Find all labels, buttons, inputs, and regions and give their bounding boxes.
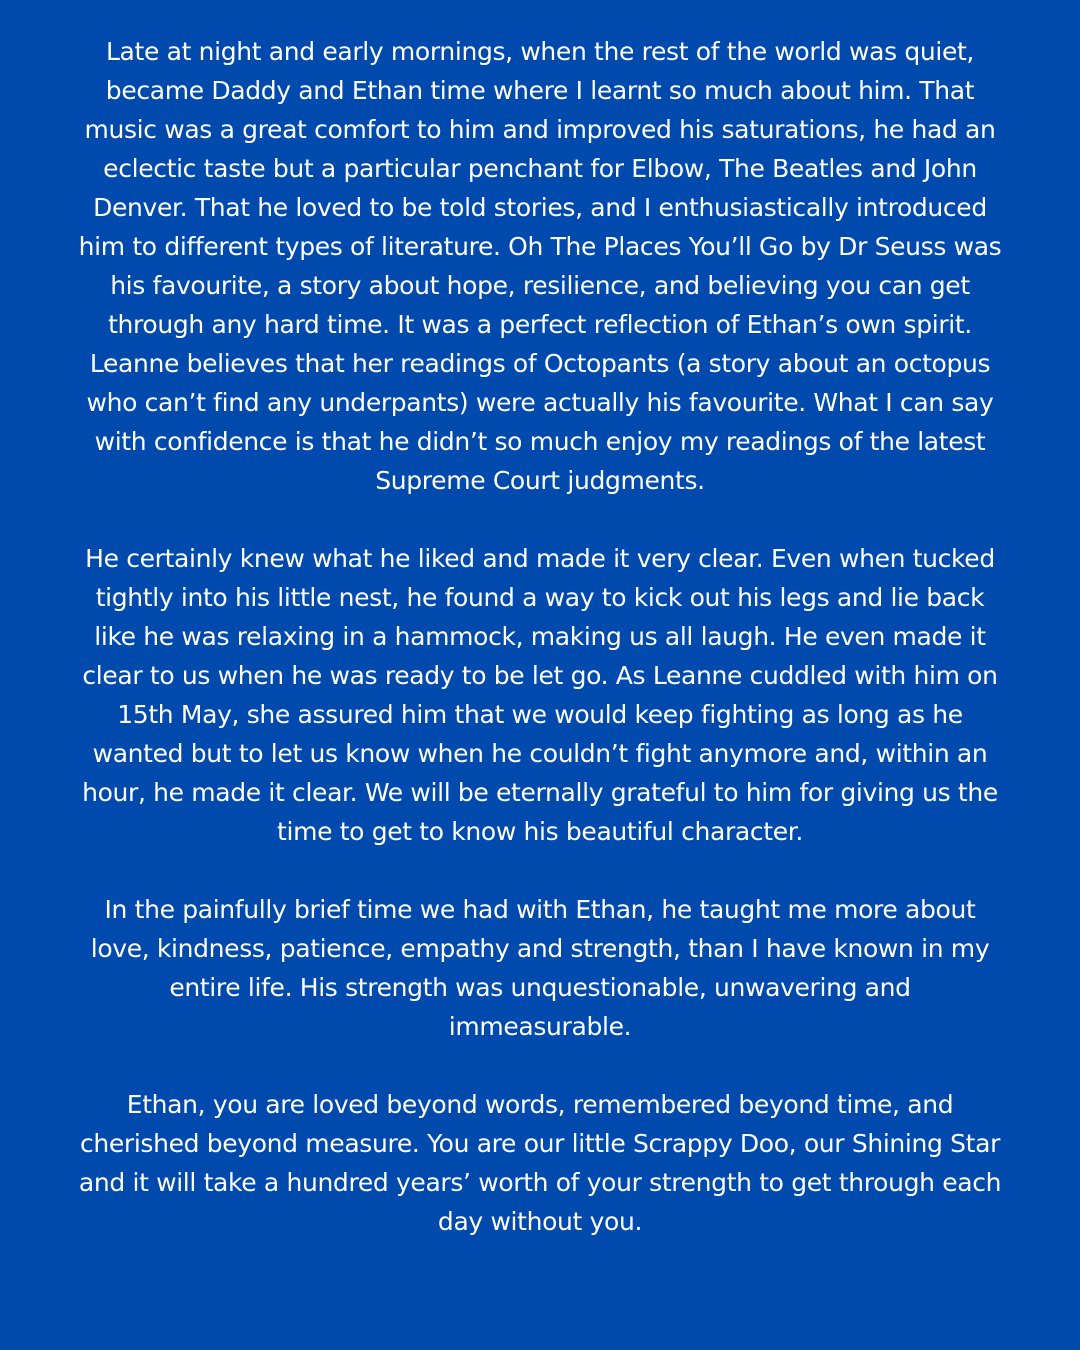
paragraph-knew-what-he-liked: He certainly knew what he liked and made it very clear. Even when tucked tightly into his little nest, he found a way to kick out his legs and lie back like he was relaxing in a hammock, making us all laugh. He even made it clear to us when he was ready to be let go. As Leanne cuddled with him on 15th May, she assured him that we would keep fighting as long as he wanted but to let us know when he couldn’t fight anymore and, within an hour, he made it clear. We will be eternally grateful to him for giving us the time to get to know his beautiful character. [82,544,998,846]
paragraph-late-nights: Late at night and early mornings, when the rest of the world was quiet, became Daddy and Ethan time where I learnt so much about him. That music was a great comfort to him and improved his saturations, he had an eclectic taste but a particular penchant for Elbow, The Beatles and John Denver. That he loved to be told stories, and I enthusiastically introduced him to different types of literature. Oh The Places You’ll Go by Dr Seuss was his favourite, a story about hope, resilience, and believing you can get through any hard time. It was a perfect reflection of Ethan’s own spirit. Leanne believes that her readings of Octopants (a story about an octopus who can’t find any underpants) were actually his favourite. What I can say with confidence is that he didn’t so much enjoy my readings of the latest Supreme Court judgments. [78,37,1002,495]
paragraph-brief-time: In the painfully brief time we had with Ethan, he taught me more about love, kindness, patience, empathy and strength, than I have known in my entire life. His strength was unquestionable, unwavering and immeasurable. [90,895,990,1041]
paragraph-loved-beyond-words: Ethan, you are loved beyond words, remembered beyond time, and cherished beyond measure. You are our little Scrappy Doo, our Shining Star and it will take a hundred years’ worth of your strength to get through each day without you. [78,1090,1002,1236]
